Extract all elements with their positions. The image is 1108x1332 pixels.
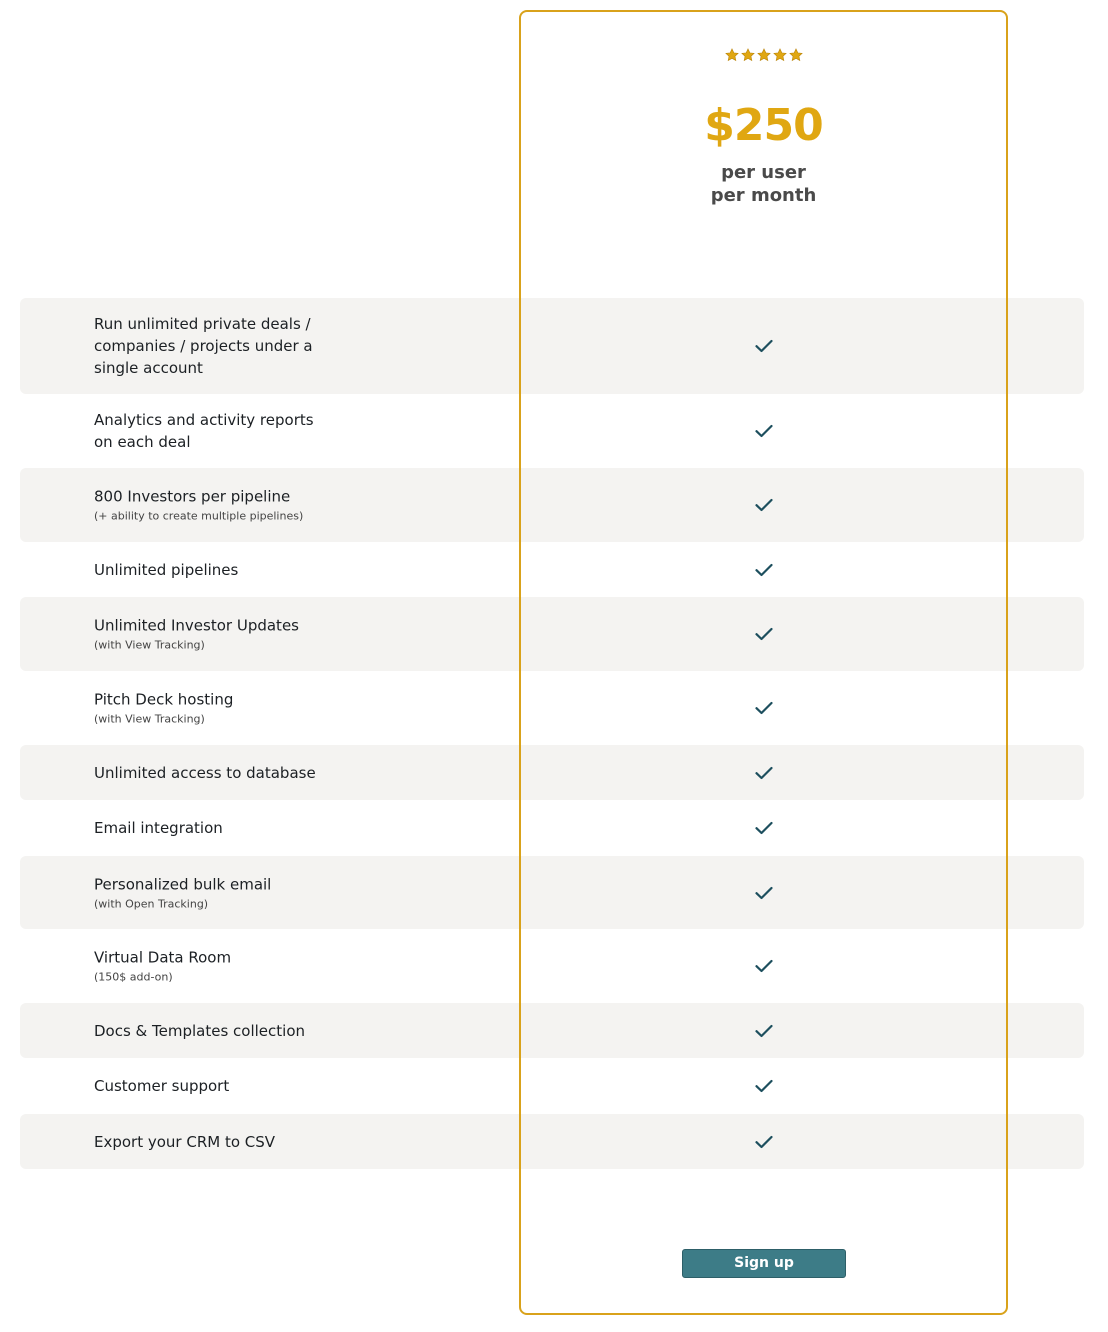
check-icon [754, 765, 774, 781]
feature-text [94, 817, 334, 839]
feature-row [20, 298, 1084, 394]
feature-title: Virtual Data Room [94, 948, 232, 967]
star-icon [725, 48, 739, 62]
feature-text [94, 615, 334, 654]
feature-title: Customer support [94, 1077, 230, 1095]
feature-text [94, 762, 334, 784]
feature-note: (with Open Tracking) [94, 897, 209, 910]
feature-title: Email integration [94, 819, 223, 837]
feature-text [94, 1020, 334, 1042]
feature-row [20, 800, 1084, 856]
feature-title: 800 Investors per pipeline [94, 487, 291, 506]
feature-row [20, 597, 1084, 671]
plan-price: $250 [704, 100, 823, 151]
check-icon [754, 562, 774, 578]
check-icon [754, 423, 774, 439]
feature-note: (150$ add-on) [94, 970, 173, 984]
feature-note: (+ ability to create multiple pipelines) [94, 509, 304, 523]
check-icon [754, 626, 774, 642]
feature-title: Personalized bulk email [94, 875, 272, 893]
star-icon [789, 48, 803, 62]
signup-button[interactable]: Sign up [682, 1249, 846, 1278]
feature-text [94, 486, 334, 525]
feature-note: (with View Tracking) [94, 712, 205, 726]
star-icon [773, 48, 787, 62]
feature-title: Analytics and activity reports on each deal [94, 411, 314, 451]
feature-note: (with View Tracking) [94, 638, 205, 652]
feature-title: Unlimited pipelines [94, 560, 239, 579]
feature-title: Unlimited access to database [94, 763, 316, 782]
feature-text [94, 409, 334, 453]
feature-title: Docs & Templates collection [94, 1021, 306, 1040]
star-icon [741, 48, 755, 62]
star-icon [757, 48, 771, 62]
feature-title: Pitch Deck hosting [94, 690, 234, 709]
feature-row [20, 671, 1084, 745]
feature-row [20, 929, 1084, 1003]
check-icon [754, 1134, 774, 1150]
check-icon [754, 700, 774, 716]
check-icon [754, 958, 774, 974]
plan-period-line2: per month [710, 185, 817, 206]
feature-row [20, 745, 1084, 800]
plan-header [521, 12, 1006, 292]
plan-period-line1: per user [721, 162, 806, 183]
feature-row [20, 856, 1084, 929]
feature-list [20, 298, 1084, 1169]
feature-text [94, 1131, 334, 1153]
feature-text [94, 947, 334, 986]
feature-row [20, 542, 1084, 597]
check-icon [754, 1023, 774, 1039]
feature-row [20, 394, 1084, 468]
check-icon [754, 1078, 774, 1094]
feature-title: Run unlimited private deals / companies / projects under a single account [94, 315, 313, 377]
feature-text [94, 689, 334, 728]
check-icon [754, 820, 774, 836]
check-icon [754, 338, 774, 354]
feature-text [94, 1075, 334, 1097]
check-icon [754, 885, 774, 901]
feature-title: Export your CRM to CSV [94, 1132, 276, 1151]
feature-text [94, 873, 334, 912]
rating-stars [521, 48, 1006, 62]
check-icon [754, 497, 774, 513]
feature-text [94, 559, 334, 581]
feature-row [20, 1058, 1084, 1114]
feature-row [20, 1003, 1084, 1058]
feature-text [94, 313, 334, 379]
feature-title: Unlimited Investor Updates [94, 616, 299, 635]
feature-row [20, 1114, 1084, 1169]
feature-row [20, 468, 1084, 542]
